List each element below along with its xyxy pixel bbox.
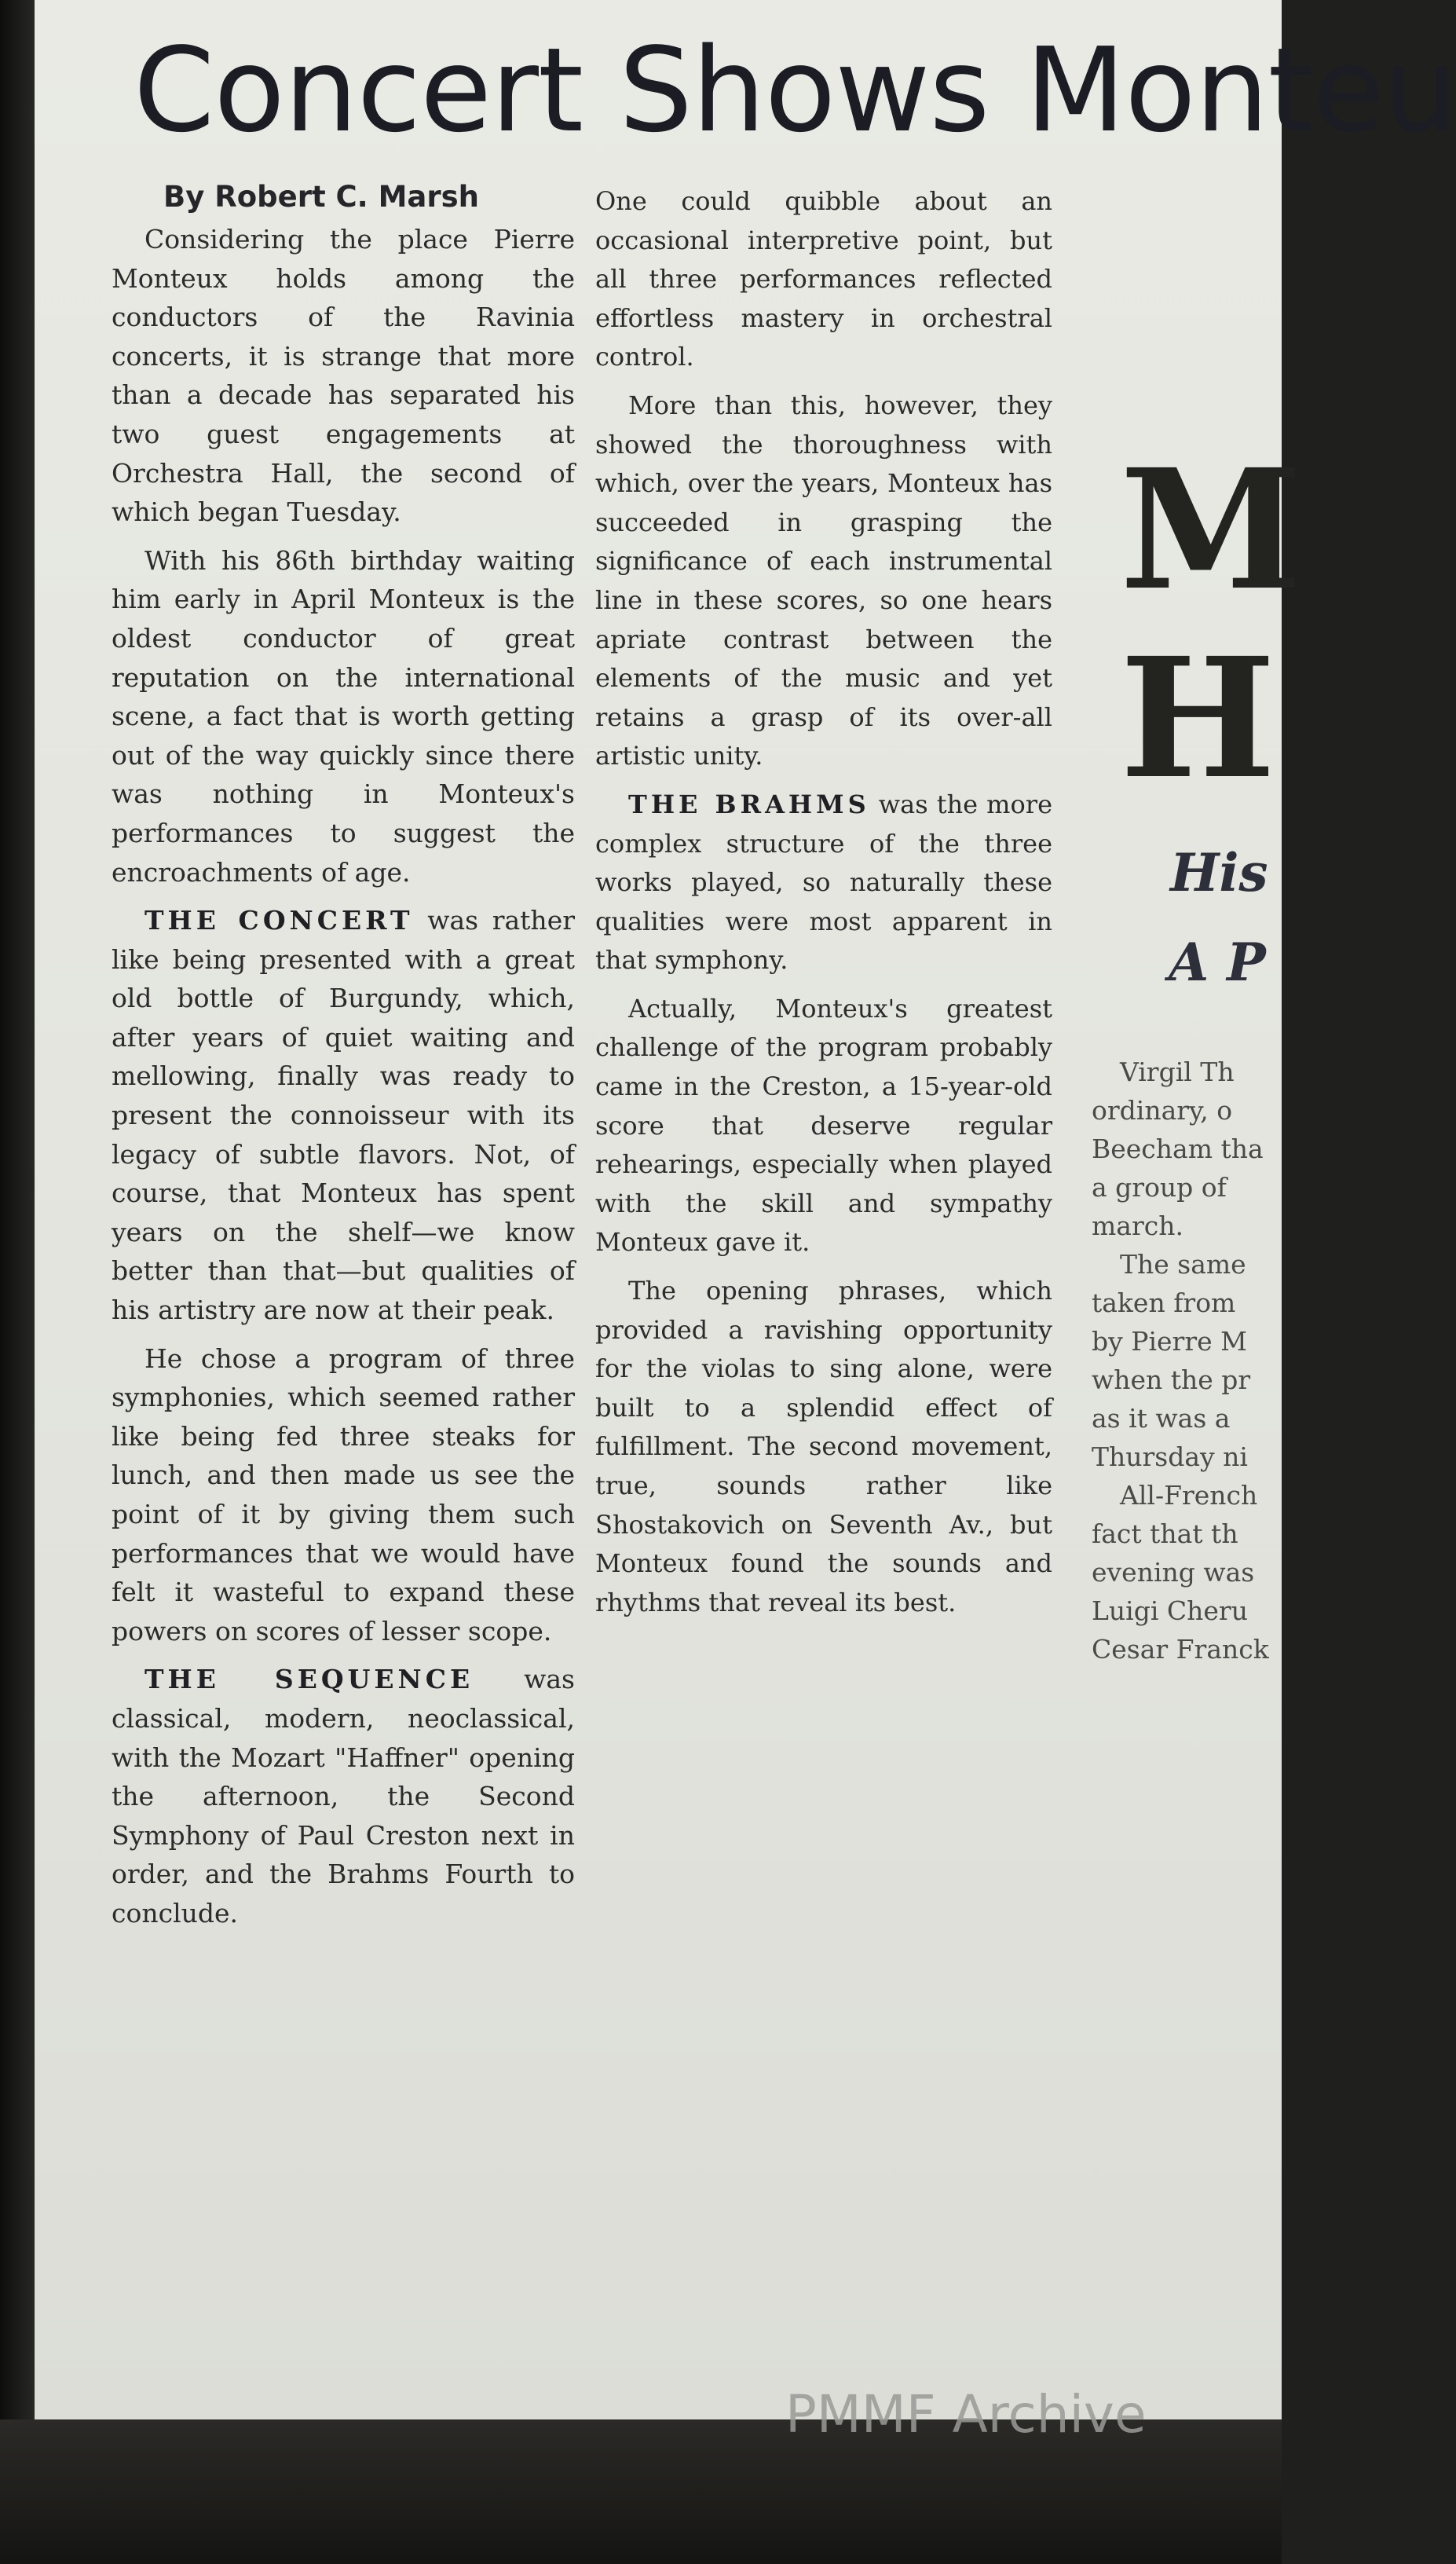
adjacent-deck-line-2: A P <box>1169 932 1266 993</box>
paragraph <box>112 901 575 1330</box>
subhead: THE CONCERT <box>145 905 414 936</box>
text-line: Luigi Cheru <box>1092 1595 1248 1626</box>
paragraph: Considering the place Pierre Monteux holds among the conductors of the Ravinia concerts, it is strange that more than a decade has separated his two guest engagements at Orchestra Hall, the second of which began Tuesday. <box>112 224 575 528</box>
text-line: The same <box>1120 1249 1246 1280</box>
text-line: by Pierre M <box>1092 1326 1247 1357</box>
text-line: Thursday ni <box>1092 1441 1248 1472</box>
paragraph-body: was rather like being presented with a great old bottle of Burgundy, which, after years of quiet waiting and mellowing, finally was ready to present the connoisseur with its legacy of subtle flavors. Not, of course, that Monteux has spent years on the shelf—we know better than that—but qualities of his artistry are now at their peak. <box>112 905 575 1326</box>
archive-watermark: PMMF Archive <box>785 2384 1147 2445</box>
text-line: march. <box>1092 1211 1183 1241</box>
text-line: Virgil Th <box>1120 1057 1235 1087</box>
paragraph: More than this, however, they showed the thoroughness with which, over the years, Monteux has succeeded in grasping the significance of each instrumental line in these scores, so one hears apriate contrast between the elements of the music and yet retains a grasp of its over-all artistic unity. <box>595 390 1052 771</box>
text-line: Cesar Franck <box>1092 1634 1269 1665</box>
text-line: a group of <box>1092 1172 1227 1203</box>
paragraph-body: was the more complex structure of the three works played, so naturally these qualities were most apparent in that symphony. <box>595 789 1053 976</box>
paragraph <box>112 1660 575 1932</box>
text-line: evening was <box>1092 1557 1255 1588</box>
text-line: taken from <box>1092 1287 1236 1318</box>
adjacent-deck-line-1: His <box>1170 842 1268 903</box>
article-headline: Concert Shows Monteu <box>134 23 1456 158</box>
paragraph <box>595 786 1052 980</box>
paragraph: One could quibble about an occasional interpretive point, but all three performances reflected effortless mastery in orchestral control. <box>595 186 1052 372</box>
paragraph: With his 86th birthday waiting him early in April Monteux is the oldest conductor of great reputation on the international scene, a fact that is worth getting out of the way quickly since there was nothing in Monteux's performances to suggest the encroachments of age. <box>112 544 575 888</box>
text-line: when the pr <box>1092 1364 1251 1395</box>
adjacent-article-text <box>1092 1053 1296 1668</box>
adjacent-article <box>1084 433 1303 1775</box>
subhead: THE SEQUENCE <box>145 1664 474 1695</box>
article-column-1 <box>112 174 575 1933</box>
text-line: Beecham tha <box>1092 1134 1264 1164</box>
article-column-2 <box>595 182 1052 1622</box>
paragraph: The opening phrases, which provided a ravishing opportunity for the violas to sing alone, were built to a splendid effect of fulfillment. The second movement, true, sounds rather like Shostakovich on Seventh Av., but Monteux found the sounds and rhythms that reveal its best. <box>595 1276 1052 1617</box>
adjacent-headline-line-2: H <box>1120 621 1276 815</box>
subhead: THE BRAHMS <box>628 789 870 819</box>
paragraph: Actually, Monteux's greatest challenge of the program probably came in the Creston, a 15-year-old score that deserve regular rehearings, especially when played with the skill and sympathy Monteux gave it. <box>595 993 1052 1258</box>
text-line: as it was a <box>1092 1403 1231 1434</box>
dark-left-edge <box>0 0 38 2564</box>
paragraph: He chose a program of three symphonies, which seemed rather like being fed three steaks for lunch, and then made us see the point of it by giving them such performances that we would have felt it wasteful to expand these powers on scores of lesser scope. <box>112 1342 575 1646</box>
byline: By Robert C. Marsh <box>163 180 479 214</box>
text-line: All-French <box>1120 1480 1258 1511</box>
text-line: ordinary, o <box>1092 1095 1233 1126</box>
paragraph-body: was classical, modern, neoclassical, with the Mozart "Haffner" opening the afternoon, the Second Symphony of Paul Creston next in order, and the Brahms Fourth to conclude. <box>112 1664 575 1928</box>
text-line: fact that th <box>1092 1518 1238 1549</box>
adjacent-headline-line-1: M <box>1120 433 1303 627</box>
